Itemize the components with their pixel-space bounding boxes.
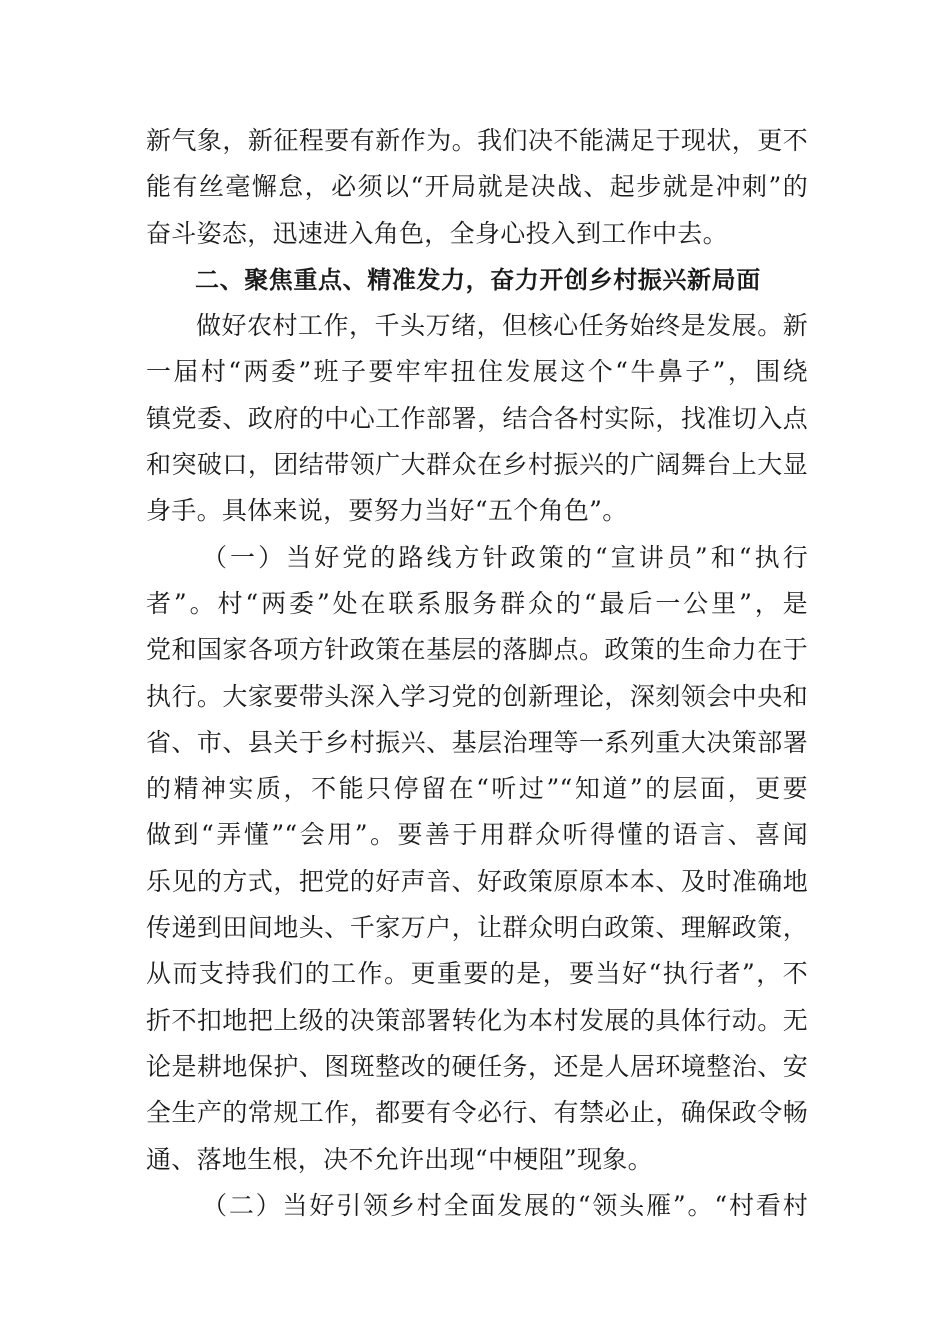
text-line: 者”。村“两委”处在联系服务群众的“最后一公里”，是: [146, 588, 808, 618]
item-two-paragraph: [146, 1183, 808, 1229]
section-paragraph: [146, 303, 808, 534]
text-line: 奋斗姿态，迅速进入角色，全身心投入到工作中去。: [146, 218, 728, 248]
text-line: 折不扣地把上级的决策部署转化为本村发展的具体行动。无: [146, 1005, 808, 1035]
text-line: （二）当好引领乡村全面发展的“领头雁”。“村看村: [202, 1190, 808, 1220]
section-heading: 二、聚焦重点、精准发力，奋力开创乡村振兴新局面: [195, 265, 761, 294]
text-line: 能有丝毫懈怠，必须以“开局就是决战、起步就是冲刺”的: [146, 172, 808, 202]
text-line: 通、落地生根，决不允许出现“中梗阻”现象。: [146, 1144, 653, 1174]
text-line: 身手。具体来说，要努力当好“五个角色”。: [146, 496, 628, 526]
text-line: 执行。大家要带头深入学习党的创新理论，深刻领会中央和: [146, 681, 808, 711]
text-line: 乐见的方式，把党的好声音、好政策原原本本、及时准确地: [146, 866, 808, 896]
intro-paragraph: [146, 118, 808, 257]
text-line: 新气象，新征程要有新作为。我们决不能满足于现状，更不: [146, 126, 808, 155]
text-line: 镇党委、政府的中心工作部署，结合各村实际，找准切入点: [146, 403, 808, 433]
text-line: 从而支持我们的工作。更重要的是，要当好“执行者”，不: [146, 959, 808, 989]
text-line: 一届村“两委”班子要牢牢扭住发展这个“牛鼻子”，围绕: [146, 357, 808, 387]
text-line: 传递到田间地头、千家万户，让群众明白政策、理解政策，: [146, 913, 808, 943]
text-line: 党和国家各项方针政策在基层的落脚点。政策的生命力在于: [146, 635, 808, 665]
text-line: （一）当好党的路线方针政策的“宣讲员”和“执行: [202, 542, 808, 572]
text-line: 论是耕地保护、图斑整改的硬任务，还是人居环境整治、安: [146, 1051, 808, 1081]
text-line: 省、市、县关于乡村振兴、基层治理等一系列重大决策部署: [146, 727, 808, 757]
text-line: 做好农村工作，千头万绪，但核心任务始终是发展。新: [196, 311, 808, 341]
text-line: 全生产的常规工作，都要有令必行、有禁必止，确保政令畅: [146, 1098, 808, 1128]
item-one-paragraph: [146, 535, 808, 1183]
text-line: 和突破口，团结带领广大群众在乡村振兴的广阔舞台上大显: [146, 450, 808, 480]
text-line: 做到“弄懂”“会用”。要善于用群众听得懂的语言、喜闻: [146, 820, 808, 850]
document-page: [146, 118, 808, 1229]
text-line: 的精神实质，不能只停留在“听过”“知道”的层面，更要: [146, 774, 808, 804]
